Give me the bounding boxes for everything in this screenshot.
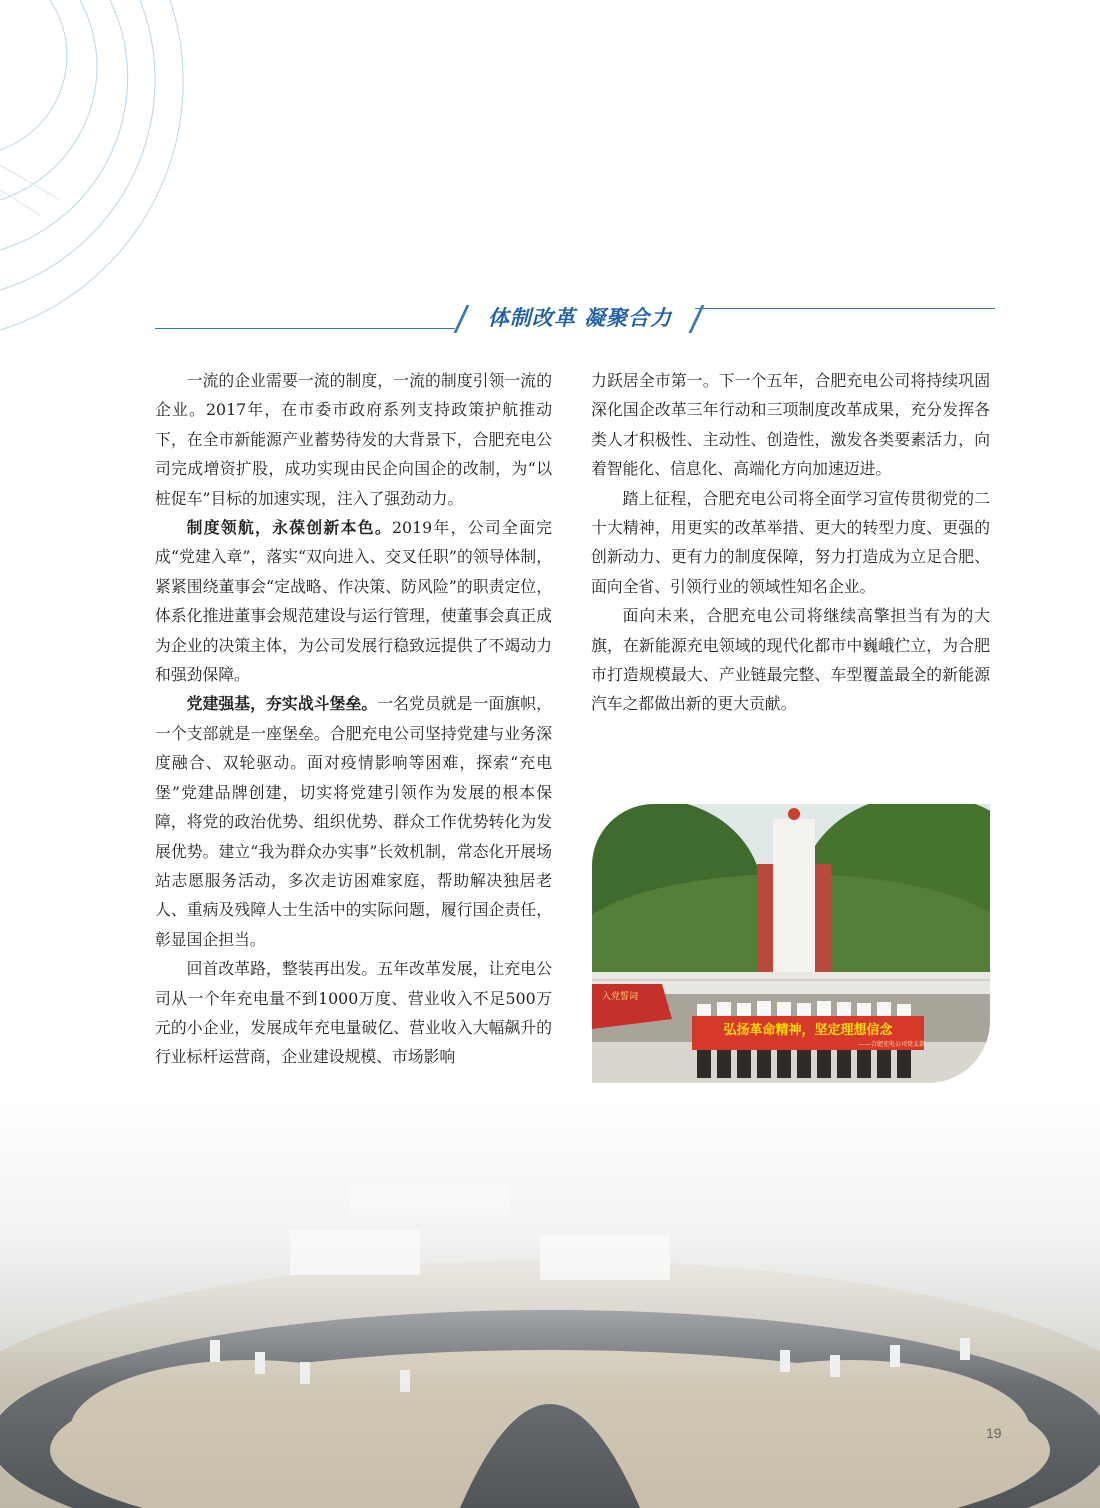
header-slash-left — [453, 305, 469, 333]
group-photo — [592, 804, 990, 1083]
paragraph: 面向未来，合肥充电公司将继续高擎担当有为的大旗，在新能源充电领域的现代化都市中巍峨伫立，为合肥市打造规模最大、产业链最完整、车型覆盖最全的新能源汽车之都做出新的更大贡献。 — [591, 606, 990, 714]
paragraph: 一流的企业需要一流的制度，一流的制度引领一流的企业。2017年，在市委市政府系列支持政策护航推动下，在全市新能源产业蓄势待发的大背景下，合肥充电公司完成增资扩股，成功实现由民企向国企的改制，为“以桩促车”目标的加速实现，注入了强劲动力。 — [155, 371, 552, 508]
section-title: 体制改革 凝聚合力 — [487, 306, 673, 330]
group-photo-illustration — [592, 804, 990, 1083]
paragraph-lead: 制度领航，永葆创新本色。 — [186, 518, 392, 538]
paragraph-lead: 党建强基，夯实战斗堡垒。 — [186, 694, 378, 714]
page-number: 19 — [986, 1425, 1002, 1441]
section-header — [155, 300, 995, 340]
header-slash-right — [688, 305, 704, 333]
paragraph: 力跃居全市第一。下一个五年，合肥充电公司将持续巩固深化国企改革三年行动和三项制度改革成果，充分发挥各类人才积极性、主动性、创造性，激发各类要素活力，向着智能化、信息化、高端化方向加速迈进。 — [591, 371, 990, 479]
banner-subtext: ——合肥充电公司党支部 — [858, 1041, 926, 1048]
header-rule-left — [155, 328, 455, 329]
paragraph: 制度领航，永葆创新本色。2019年，公司全面完成“党建入章”，落实“双向进入、交叉任职”的领导体制，紧紧围绕董事会“定战略、作决策、防风险”的职责定位，体系化推进董事会规范建设与运行管理，使董事会真正成为企业的决策主体，为公司发展行稳致远提供了不竭动力和强劲保障。 — [155, 518, 552, 685]
header-rule-right — [695, 308, 995, 309]
paragraph: 踏上征程，合肥充电公司将全面学习宣传贯彻党的二十大精神，用更实的改革举措、更大的转型力度、更强的创新动力、更有力的制度保障，努力打造成为立足合肥、面向全省、引领行业的领域性知名企业。 — [591, 488, 990, 596]
banner-text: 弘扬革命精神，坚定理想信念 — [723, 1023, 893, 1038]
paragraph: 党建强基，夯实战斗堡垒。一名党员就是一面旗帜，一个支部就是一座堡垒。合肥充电公司坚持党建与业务深度融合、双轮驱动。面对疫情影响等困难，探索“充电堡”党建品牌创建，切实将党建引领作为发展的根本保障，将党的政治优势、组织优势、群众工作优势转化为发展优势。建立“我为群众办实事”长效机制，常态化开展场站志愿服务活动，多次走访困难家庭，帮助解决独居老人、重病及残障人士生活中的实际问题，履行国企责任，彰显国企担当。 — [155, 694, 552, 949]
paragraph: 回首改革路，整装再出发。五年改革发展，让充电公司从一个年充电量不到1000万度、营业收入不足500万元的小企业，发展成年充电量破亿、营业收入大幅飙升的行业标杆运营商，企业建设规模、市场影响 — [155, 959, 552, 1067]
right-column — [591, 366, 990, 719]
sign-text: 入党誓词 — [602, 992, 639, 1002]
bottom-aerial-image — [0, 1100, 1100, 1508]
left-column — [155, 366, 552, 1072]
